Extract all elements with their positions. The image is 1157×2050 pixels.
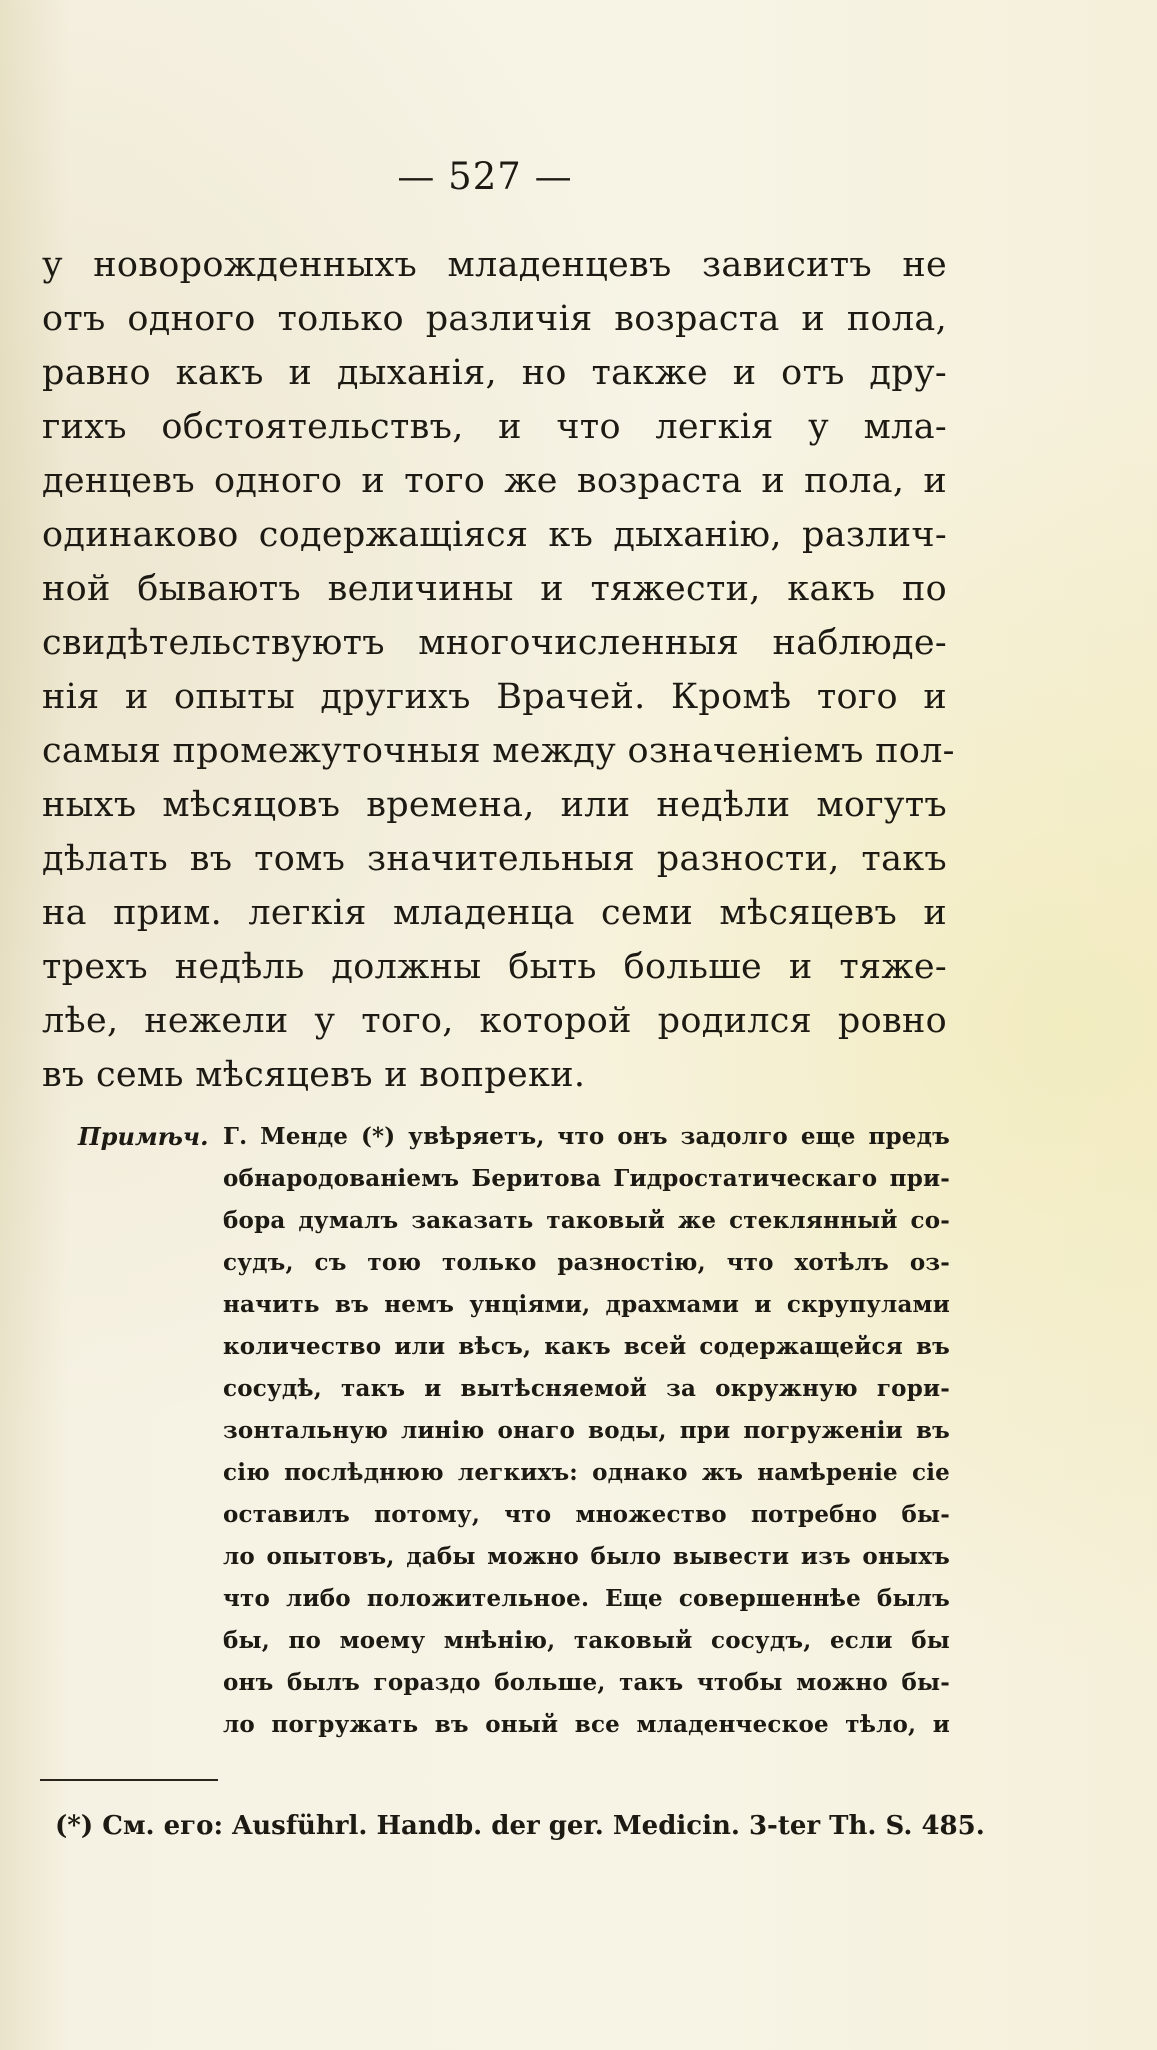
note-line: что либо положительное. Еще совершеннѣе былъ bbox=[223, 1585, 950, 1612]
note-line: обнародованіемъ Беритова Гидростатическаго при- bbox=[223, 1165, 950, 1192]
main-text-line: трехъ недѣль должны быть больше и тяже- bbox=[42, 947, 947, 987]
footnote-divider bbox=[40, 1779, 218, 1781]
note-line: количество или вѣсъ, какъ всей содержащейся въ bbox=[223, 1333, 950, 1360]
main-text-block bbox=[42, 238, 955, 1102]
note-line: начить въ немъ унціями, драхмами и скрупулами bbox=[223, 1291, 950, 1318]
note-label: Примѣч. bbox=[78, 1122, 209, 1151]
note-line: сію послѣднюю легкихъ: однако жъ намѣреніе сіе bbox=[223, 1459, 950, 1486]
note-line: судъ, съ тою только разностію, что хотѣлъ оз- bbox=[223, 1249, 950, 1276]
main-text-line: дѣлать въ томъ значительныя разности, такъ bbox=[42, 839, 947, 879]
note-line: Г. Менде (*) увѣряетъ, что онъ задолго еще предъ bbox=[223, 1123, 950, 1150]
main-text-line: свидѣтельствуютъ многочисленныя наблюде- bbox=[42, 623, 947, 663]
note-line: онъ былъ гораздо больше, такъ чтобы можно бы- bbox=[223, 1669, 950, 1696]
note-line: сосудѣ, такъ и вытѣсняемой за окружную гори- bbox=[223, 1375, 950, 1402]
main-text-line: лѣе, нежели у того, которой родился ровно bbox=[42, 1001, 947, 1041]
main-text-line: гихъ обстоятельствъ, и что легкія у мла- bbox=[42, 407, 947, 447]
main-text-line: на прим. легкія младенца семи мѣсяцевъ и bbox=[42, 893, 947, 933]
page-number: — 527 — bbox=[397, 155, 573, 198]
footnote: (*) См. его: Ausführl. Handb. der ger. Medicin. 3-ter Th. S. 485. bbox=[55, 1811, 985, 1841]
note-line: оставилъ потому, что множество потребно бы- bbox=[223, 1501, 950, 1528]
main-text-line: ной бываютъ величины и тяжести, какъ по bbox=[42, 569, 947, 609]
main-text-line: ныхъ мѣсяцовъ времена, или недѣли могутъ bbox=[42, 785, 947, 825]
main-text-line: самыя промежуточныя между означеніемъ пол- bbox=[42, 731, 955, 771]
note-line: бора думалъ заказать таковый же стеклянный со- bbox=[223, 1207, 950, 1234]
main-text-line: у новорожденныхъ младенцевъ зависитъ не bbox=[42, 245, 947, 285]
note-line: зонтальную линію онаго воды, при погруженіи въ bbox=[223, 1417, 950, 1444]
note-line: ло опытовъ, дабы можно было вывести изъ оныхъ bbox=[223, 1543, 950, 1570]
main-text-line: равно какъ и дыханія, но также и отъ дру- bbox=[42, 353, 947, 393]
main-text-line: одинаково содержащіяся къ дыханію, различ- bbox=[42, 515, 947, 555]
note-line: ло погружать въ оный все младенческое тѣло, и bbox=[223, 1711, 950, 1738]
main-text-line: въ семь мѣсяцевъ и вопреки. bbox=[42, 1055, 586, 1095]
note-line: бы, по моему мнѣнію, таковый сосудъ, если бы bbox=[223, 1627, 950, 1654]
main-text-line: денцевъ одного и того же возраста и пола, и bbox=[42, 461, 947, 501]
main-text-line: нія и опыты другихъ Врачей. Кромѣ того и bbox=[42, 677, 947, 717]
main-text-line: отъ одного только различія возраста и пола, bbox=[42, 299, 947, 339]
note-text bbox=[223, 1116, 950, 1746]
